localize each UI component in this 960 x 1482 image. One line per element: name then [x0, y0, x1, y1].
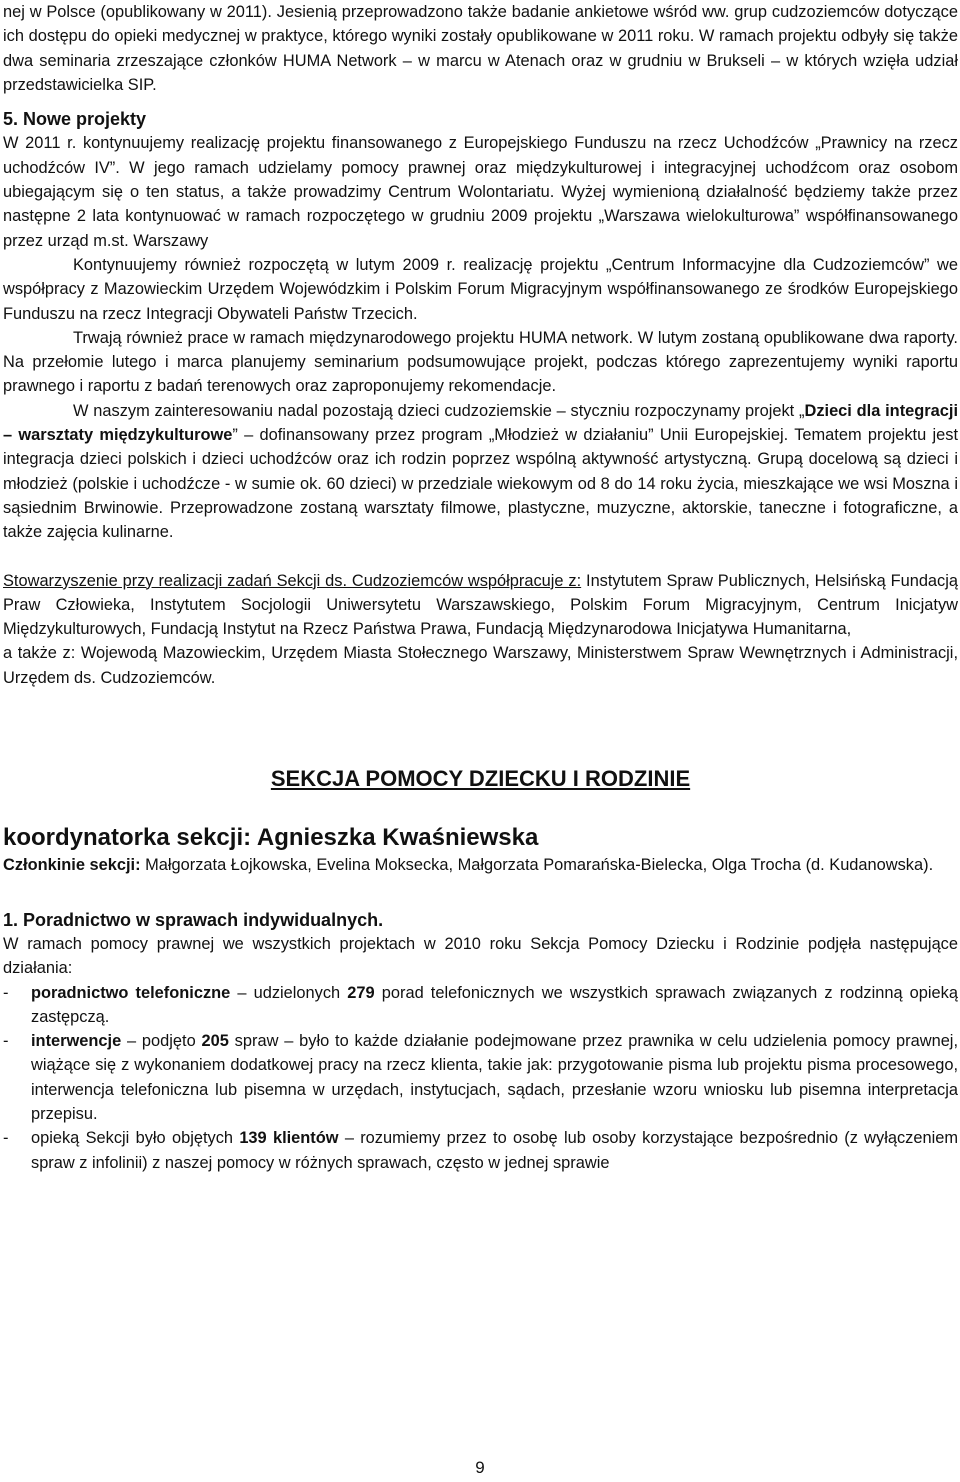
p4-text-b: ” – dofinansowany przez program „Młodzież w działaniu” Unii Europejskiej. Tematem projektu jest integracja dzieci polskich i dzieci uchodźców oraz ich rodzin poprzez wspólną aktywność artystyczną. Grupą docelową są dzieci i młodzież (polskie i uchodźcze - w sumie ok. 60 dzieci) w przedziale wiekowym od 8 do 14 roku życia, mieszkające we wsi Moszna i sąsiednim Brwinowie. Przeprowadzone zostaną warsztaty filmowe, plastyczne, muzyczne, aktorskie, taneczne i fotograficzne, a także zajęcia kulinarne. — [3, 426, 958, 542]
heading-new-projects: 5. Nowe projekty — [3, 109, 147, 130]
item-text-a: – podjęto — [121, 1032, 202, 1051]
paragraph-intro: nej w Polsce (opublikowany w 2011). Jesienią przeprowadzono także badanie ankietowe wśród ww. grup cudzoziemców dotyczące ich dostępu do opieki medycznej w praktyce, którego wyniki zostały opublikowane w 2011 roku. W ramach projektu odbyły się także dwa seminaria zrzeszające członków HUMA Network – w marcu w Atenach oraz w grudniu w Brukseli – w których wzięła udział przedstawicielka SIP. — [3, 3, 958, 94]
subheading-counselling: 1. Poradnictwo w sprawach indywidualnych. — [3, 909, 384, 930]
paragraph-new-projects-4 — [3, 399, 958, 545]
members-label: Członkinie sekcji: — [3, 856, 141, 875]
members-list: Małgorzata Łojkowska, Evelina Moksecka, Małgorzata Pomarańska-Bielecka, Olga Trocha (d. Kudanowska). — [140, 856, 934, 875]
partners-lead: Stowarzyszenie przy realizacji zadań Sekcji ds. Cudzoziemców współpracuje z: — [3, 571, 582, 590]
item-text-b: spraw – było to każde działanie podejmowane przez prawnika w celu udzielenia pomocy prawnej, wiążące się z wykonaniem dodatkowej pracy na rzecz klienta, takie jak: przygotowanie pisma lub projektu pisma procesowego, interwencja telefoniczna lub pisemna w urzędach, instytucjach, sądach, przesłanie wzoru wniosku lub pisemna interpretacja przepisu. — [31, 1032, 958, 1123]
paragraph-partners — [3, 569, 958, 642]
project-title-bold: Dzieci dla integracji – warsztaty międzykulturowe — [3, 401, 959, 445]
list-item — [3, 1126, 958, 1175]
partners-text: Instytutem Spraw Publicznych, Helsińską Fundacją Praw Człowieka, Instytutem Socjologii Uniwersytetu Warszawskiego, Polskim Forum Migracyjnym, Centrum Inicjatyw Międzykulturowych, Fundacją Instytut na Rzecz Państwa Prawa, Fundacją Międzynarodowa Inicjatywa Humanitarna, — [3, 571, 958, 639]
item-number: 279 — [347, 983, 375, 1002]
section-title: SEKCJA POMOCY DZIECKU I RODZINIE — [270, 766, 691, 792]
item-text-b: porad telefonicznych we wszystkich sprawach związanych z rodzinną opieką zastępczą. — [31, 983, 958, 1026]
paragraph-partners-2: a także z: Wojewodą Mazowieckim, Urzędem Miasta Stołecznego Warszawy, Ministerstwem Spraw Wewnętrznych i Administracji, Urzędem ds. Cudzoziemców. — [3, 644, 958, 687]
section-members — [3, 853, 958, 877]
paragraph-new-projects-2: Kontynuujemy również rozpoczętą w lutym 2009 r. realizację projektu „Centrum Informacyjne dla Cudzoziemców” we współpracy z Mazowieckim Urzędem Wojewódzkim i Polskim Forum Migracyjnym współfinansowanego ze środków Europejskiego Funduszu na rzecz Integracji Obywateli Państw Trzecich. — [3, 255, 958, 323]
item-text-b: – rozumiemy przez to osobę lub osoby korzystające bezpośrednio (z wyłączeniem spraw z infolinii) z naszej pomocy w różnych sprawach, często w jednej sprawie — [31, 1129, 958, 1172]
item-bold-label: interwencje — [31, 1032, 122, 1051]
list-item — [3, 981, 958, 1030]
item-text-a: opieką Sekcji było objętych — [31, 1129, 240, 1148]
p4-text-a: W naszym zainteresowaniu nadal pozostają dzieci cudzoziemskie – styczniu rozpoczynamy projekt „ — [73, 401, 805, 420]
coordinator-heading: koordynatorka sekcji: Agnieszka Kwaśniewska — [3, 824, 539, 852]
item-number: 205 — [201, 1032, 229, 1051]
paragraph-new-projects-3: Trwają również prace w ramach międzynarodowego projektu HUMA network. W lutym zostaną opublikowane dwa raporty. Na przełomie lutego i marca planujemy seminarium podsumowujące projekt, podczas którego zaprezentujemy wyniki raportu prawnego i raportu z badań terenowych oraz zaproponujemy rekomendacje. — [3, 328, 958, 396]
paragraph-counselling-intro: W ramach pomocy prawnej we wszystkich projektach w 2010 roku Sekcja Pomocy Dziecku i Rodzinie podjęła następujące działania: — [3, 934, 958, 978]
document-page — [3, 0, 958, 1175]
item-number: 139 klientów — [239, 1129, 339, 1148]
page-number: 9 — [475, 1458, 485, 1477]
list-item — [3, 1029, 958, 1126]
activities-list — [3, 981, 958, 1175]
item-text-a: – udzielonych — [230, 983, 348, 1002]
item-bold-label: poradnictwo telefoniczne — [31, 983, 231, 1002]
paragraph-new-projects-1: W 2011 r. kontynuujemy realizację projektu finansowanego z Europejskiego Funduszu na rzecz Uchodźców „Prawnicy na rzecz uchodźców IV”. W jego ramach udzielamy pomocy prawnej oraz międzykulturowej i integracyjnej uchodźcom oraz osobom ubiegającym się o ten status, a także prowadzimy Centrum Wolontariatu. Wyżej wymienioną działalność będziemy także przez następne 2 lata kontynuować w ramach rozpoczętego w grudniu 2009 projektu „Warszawa wielokulturowa” współfinansowanego przez urząd m.st. Warszawy — [3, 134, 958, 250]
